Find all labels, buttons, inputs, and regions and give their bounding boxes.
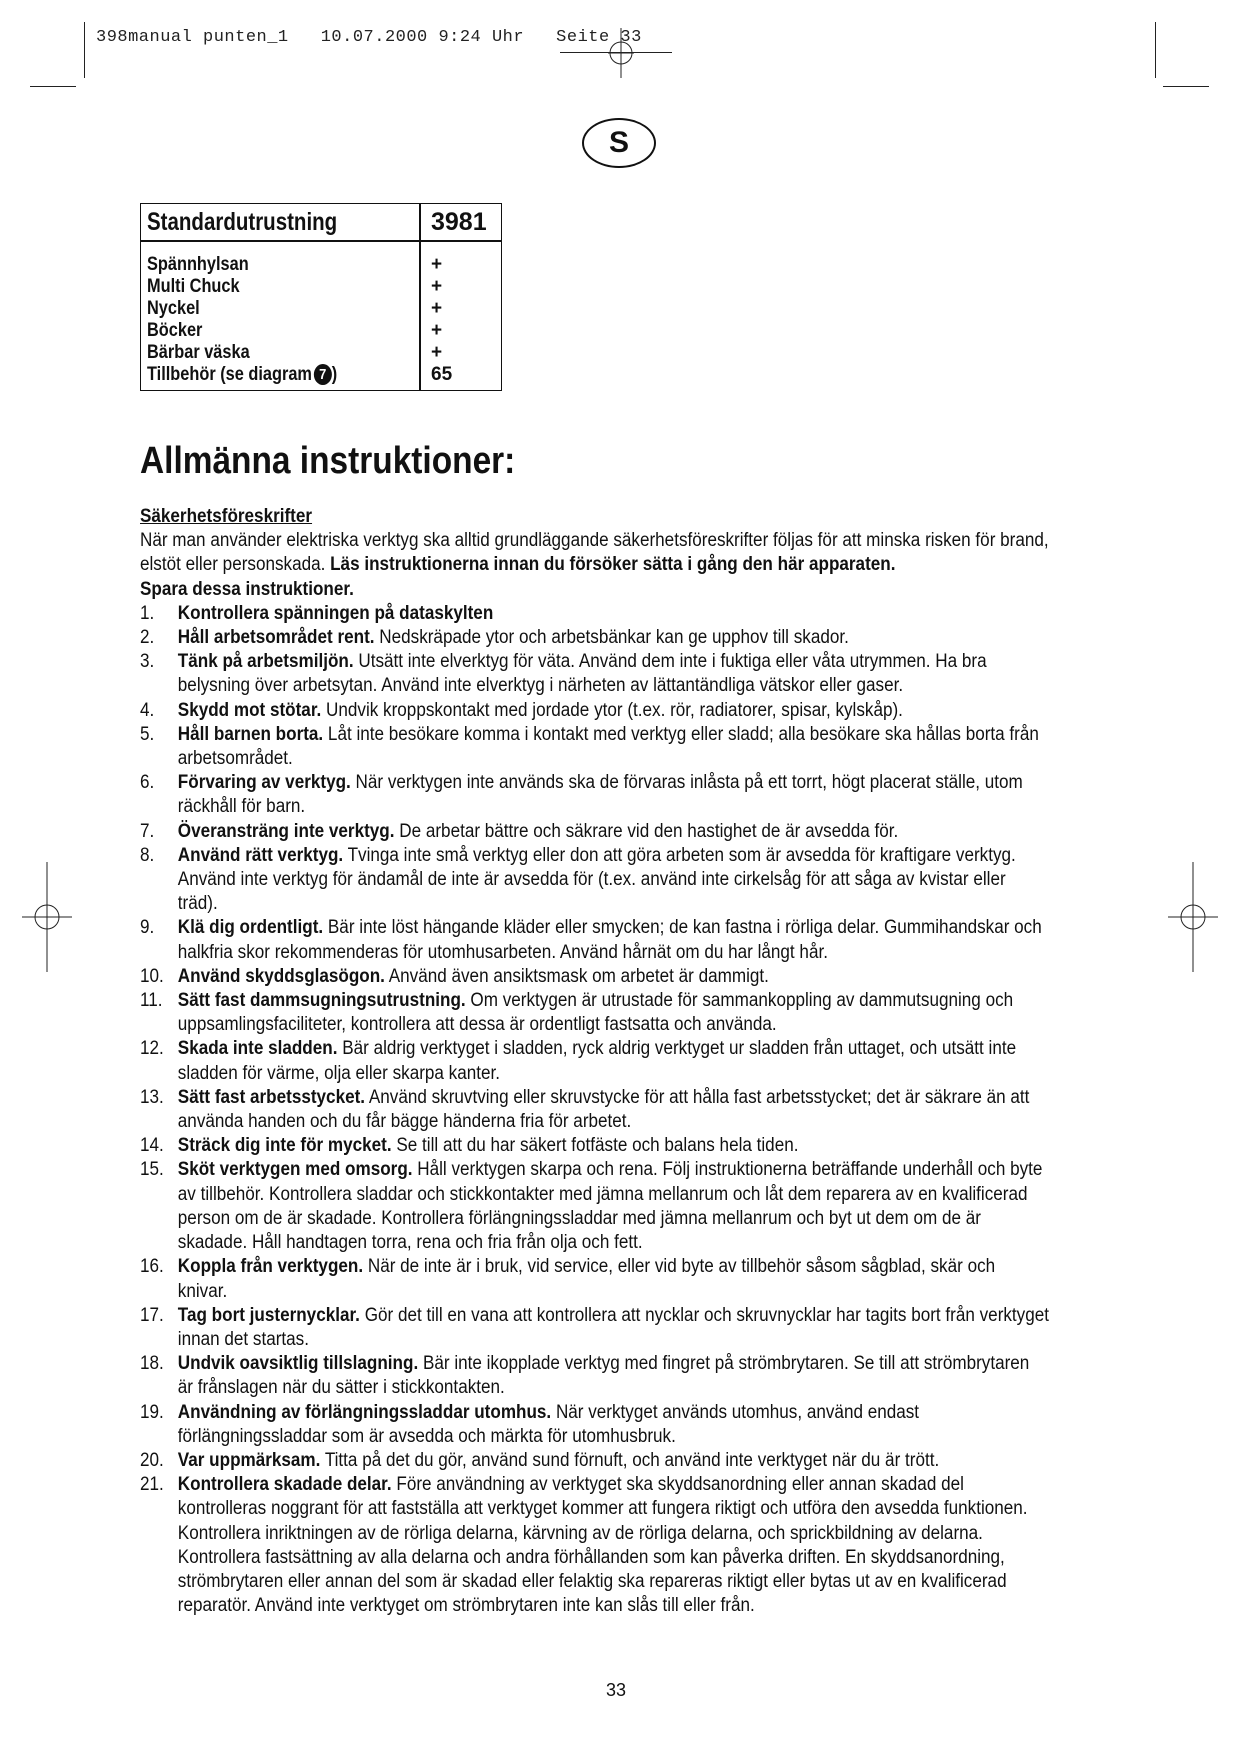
- list-item-text: Bär aldrig verktyget i sladden, ryck aldrig verktyget ur sladden från uttaget, och utsätt inte sladden för värme, olja eller skarpa kanter.: [177, 1038, 1017, 1084]
- list-item: [140, 1134, 1049, 1158]
- list-item-text: Tvinga inte små verktyg eller don att göra arbeten som är avsedda för kraftigare verktyg. Använd inte verktyg för ändamål de inte är avsedda för (t.ex. använd inte cirkelsåg för att såga av kvistar eller träd).: [177, 844, 1016, 915]
- list-item-title: Använd skyddsglasögon.: [177, 965, 385, 987]
- list-item-text: När de inte är i bruk, vid service, eller vid byte av tillbehör såsom sågblad, skär och knivar.: [177, 1256, 996, 1302]
- list-item-number: 9.: [140, 917, 155, 939]
- table-divider: [419, 204, 421, 390]
- list-item: [140, 650, 1049, 698]
- list-item: [140, 1086, 1049, 1134]
- list-item-title: Överansträng inte verktyg.: [177, 820, 395, 842]
- table-divider: [141, 240, 501, 242]
- equipment-value: 65: [431, 364, 453, 385]
- equipment-items: [147, 254, 368, 386]
- intro-text: När man använder elektriska verktyg ska alltid grundläggande säkerhetsföreskrifter följas för att minska risken för brand, elstöt eller personskada.: [140, 530, 1049, 576]
- list-item: [140, 602, 1049, 626]
- equipment-item: Böcker: [147, 320, 203, 341]
- list-item: [140, 626, 1049, 650]
- equipment-item: [147, 364, 337, 386]
- list-item-number: 3.: [140, 651, 155, 673]
- list-item-title: Användning av förlängningssladdar utomhus.: [177, 1401, 552, 1423]
- list-item-number: 20.: [140, 1449, 164, 1471]
- list-item-number: 4.: [140, 699, 155, 721]
- list-item: [140, 723, 1049, 771]
- list-item: [140, 771, 1049, 819]
- intro-bold-text: Läs instruktionerna innan du försöker sätta i gång den här apparaten.: [330, 554, 896, 576]
- equipment-values: [431, 254, 452, 386]
- list-item-title: Håll barnen borta.: [177, 723, 324, 745]
- list-item-text: Titta på det du gör, använd sund förnuft, och använd inte verktyget när du är trött.: [324, 1449, 940, 1471]
- equipment-item-label: Tillbehör (se diagram: [147, 364, 312, 385]
- list-item: [140, 1158, 1049, 1255]
- list-item-title: Förvaring av verktyg.: [177, 772, 351, 794]
- list-item-text: Före användning av verktyget ska skyddsanordning eller annan skadad del kontrolleras noggrant för att fastställa att verktyget kommer att fungera riktigt och utföra den avsedda funktionen. Kontrollera inriktningen av de rörliga delarna, kärvning av de rörliga delarna, och sprickbildning av delarna. Kontrollera fastsättning av alla delarna och andra förhållanden som kan påverka driften. En skyddsanordning, strömbrytaren eller annan del som är skadad eller felaktig ska repareras riktigt eller bytas ut av en kvalificerad reparatör. Använd inte verktyget om strömbrytaren inte kan slås till eller från.: [177, 1474, 1028, 1617]
- language-badge: S: [582, 118, 656, 168]
- list-item-title: Skydd mot stötar.: [177, 699, 322, 721]
- list-item: [140, 699, 1049, 723]
- list-item-text: Gör det till en vana att kontrollera att nycklar och skruvnycklar har tagits bort från verktyget innan det startas.: [177, 1304, 1050, 1350]
- equipment-item: Nyckel: [147, 298, 200, 319]
- list-item-number: 14.: [140, 1135, 164, 1157]
- list-item-text: Använd även ansiktsmask om arbetet är dammigt.: [388, 965, 769, 987]
- equipment-value: +: [431, 320, 443, 341]
- safety-section: [140, 505, 1190, 1618]
- equipment-table: [140, 203, 502, 391]
- list-item-number: 21.: [140, 1474, 164, 1496]
- list-item-text: När verktyget används utomhus, använd endast förlängningssladdar som är avsedda och märkta för utomhusbruk.: [177, 1401, 920, 1447]
- registration-mark-icon: [596, 28, 646, 78]
- list-item: [140, 989, 1049, 1037]
- save-instructions: Spara dessa instruktioner.: [140, 578, 354, 600]
- list-item: [140, 1473, 1049, 1618]
- list-item-text: Håll verktygen skarpa och rena. Följ instruktionerna beträffande underhåll och byte av tillbehör. Kontrollera sladdar och stickkontakter med jämna mellanrum och låt dem reparera av en kvalificerad person om de är skadade. Kontrollera förlängningssladdar med jämna mellanrum och byt ut dem om de är skadade. Håll handtagen torra, rena och fria från olja och fett.: [177, 1159, 1043, 1254]
- list-item-title: Sträck dig inte för mycket.: [177, 1135, 392, 1157]
- list-item-number: 5.: [140, 723, 155, 745]
- crop-mark: [1163, 86, 1209, 87]
- list-item-title: Kontrollera skadade delar.: [177, 1474, 392, 1496]
- list-item-number: 12.: [140, 1038, 164, 1060]
- list-item-text: Bär inte löst hängande kläder eller smycken; de kan fastna i rörliga delar. Gummihandskar och halkfria skor rekommenderas för utomhusarbeten. Använd hårnät om du har långt hår.: [177, 917, 1042, 963]
- list-item-number: 17.: [140, 1304, 164, 1326]
- list-item: [140, 1304, 1049, 1352]
- list-item: [140, 965, 1049, 989]
- list-item-title: Var uppmärksam.: [177, 1449, 321, 1471]
- list-item-title: Kontrollera spänningen på dataskylten: [177, 602, 494, 624]
- safety-list: [140, 602, 1049, 1619]
- list-item-text: När verktygen inte används ska de förvaras inlåsta på ett torrt, högt placerat ställe, utom räckhåll för barn.: [177, 772, 1023, 818]
- equipment-item-close: ): [331, 364, 338, 385]
- list-item: [140, 1401, 1049, 1449]
- list-item-number: 18.: [140, 1353, 164, 1375]
- equipment-item: Bärbar väska: [147, 342, 250, 363]
- list-item-text: Om verktygen är utrustade för sammankoppling av dammutsugning och uppsamlingsfaciliteter, kontrollera att dessa är ordentligt fastsatta och använda.: [177, 990, 1014, 1036]
- intro-paragraph: [140, 529, 1049, 577]
- list-item-title: Använd rätt verktyg.: [177, 844, 344, 866]
- list-item-title: Skada inte sladden.: [177, 1038, 338, 1060]
- list-item-title: Sätt fast arbetsstycket.: [177, 1086, 366, 1108]
- list-item-title: Undvik oavsiktlig tillslagning.: [177, 1353, 419, 1375]
- list-item-title: Håll arbetsområdet rent.: [177, 627, 375, 649]
- list-item-text: Bär inte ikopplade verktyg med fingret på strömbrytaren. Se till att strömbrytaren är frånslagen när du sätter i stickkontakten.: [177, 1353, 1030, 1399]
- list-item: [140, 1352, 1049, 1400]
- diagram-number-icon: 7: [314, 364, 332, 385]
- list-item: [140, 820, 1049, 844]
- list-item: [140, 844, 1049, 917]
- section-heading: Säkerhetsföreskrifter: [140, 506, 313, 527]
- list-item-text: Se till att du har säkert fotfäste och balans hela tiden.: [396, 1135, 799, 1157]
- equipment-value: +: [431, 298, 443, 319]
- equipment-header-right: 3981: [431, 208, 487, 236]
- list-item-number: 8.: [140, 844, 155, 866]
- equipment-header-left: Standardutrustning: [147, 208, 338, 236]
- list-item-text: Undvik kroppskontakt med jordade ytor (t.ex. rör, radiatorer, spisar, kylskåp).: [326, 699, 903, 721]
- list-item-title: Sköt verktygen med omsorg.: [177, 1159, 413, 1181]
- list-item-text: Utsätt inte elverktyg för väta. Använd dem inte i fuktiga eller våta utrymmen. Ha bra belysning över arbetsytan. Använd inte elverktyg i närheten av lättantändliga vätskor eller gaser.: [177, 651, 987, 697]
- list-item: [140, 1037, 1049, 1085]
- list-item-number: 11.: [140, 990, 163, 1012]
- list-item-number: 2.: [140, 627, 155, 649]
- list-item-number: 10.: [140, 965, 164, 987]
- crop-mark: [1155, 22, 1156, 78]
- list-item: [140, 1255, 1049, 1303]
- list-item-title: Koppla från verktygen.: [177, 1256, 364, 1278]
- list-item-number: 6.: [140, 772, 155, 794]
- list-item-text: Låt inte besökare komma i kontakt med verktyg eller sladd; alla besökare ska hållas borta från arbetsområdet.: [177, 723, 1039, 770]
- list-item-text: De arbetar bättre och säkrare vid den hastighet de är avsedda för.: [399, 820, 899, 842]
- equipment-value: +: [431, 254, 443, 275]
- list-item: [140, 916, 1049, 964]
- list-item-title: Sätt fast dammsugningsutrustning.: [177, 990, 466, 1012]
- list-item-number: 1.: [140, 602, 155, 624]
- list-item-number: 13.: [140, 1086, 164, 1108]
- list-item-title: Tänk på arbetsmiljön.: [177, 651, 354, 673]
- page-title: Allmänna instruktioner:: [140, 440, 516, 482]
- list-item-title: Tag bort justernycklar.: [177, 1304, 360, 1326]
- list-item-number: 15.: [140, 1159, 164, 1181]
- list-item-text: Nedskräpade ytor och arbetsbänkar kan ge upphov till skador.: [379, 627, 849, 649]
- equipment-item: Multi Chuck: [147, 276, 240, 297]
- crop-mark: [84, 22, 85, 78]
- list-item-number: 16.: [140, 1256, 164, 1278]
- list-item: [140, 1449, 1049, 1473]
- registration-mark-icon: [22, 862, 72, 972]
- list-item-number: 19.: [140, 1401, 164, 1423]
- page-number: 33: [606, 1680, 627, 1700]
- equipment-value: +: [431, 276, 443, 297]
- list-item-text: Använd skruvtving eller skruvstycke för att hålla fast arbetsstycket; det är säkrare än att använda handen och du får bägge händerna fria för arbetet.: [177, 1086, 1030, 1133]
- list-item-number: 7.: [140, 820, 155, 842]
- equipment-value: +: [431, 342, 443, 363]
- list-item-title: Klä dig ordentligt.: [177, 917, 324, 939]
- equipment-item: Spännhylsan: [147, 254, 249, 275]
- crop-mark: [30, 86, 76, 87]
- print-slug: 398manual punten_1 10.07.2000 9:24 Uhr Seite 33: [96, 28, 642, 47]
